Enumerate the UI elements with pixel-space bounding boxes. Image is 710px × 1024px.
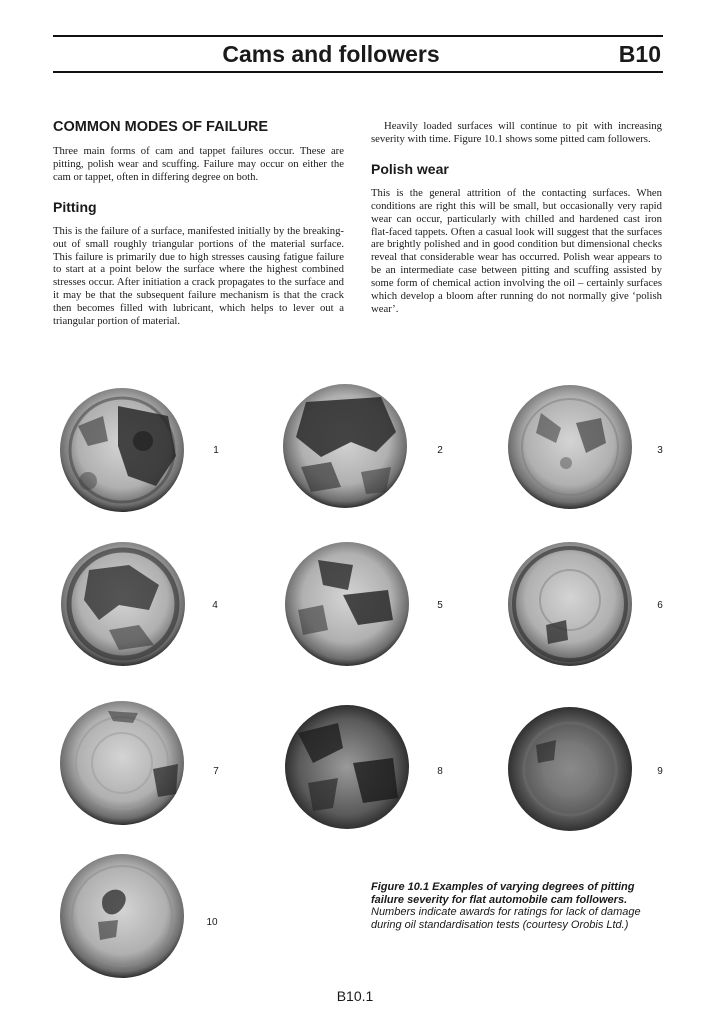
follower-photo-10: [58, 852, 186, 980]
figure-caption-text: Numbers indicate awards for ratings for lack of damage during oil standardisation tests (courtesy Orobis Ltd.): [371, 906, 641, 931]
right-column: [371, 120, 662, 328]
pitting-paragraph: This is the failure of a surface, manifested initially by the breaking-out of small roughly triangular portions of the material surface. This failure is primarily due to high stresses causing fatigue failure to start at a point below the surface where the highest combined stresses occur. After initiation a crack propagates to the surface and it may be that the subsequent failure mechanism is that the crack then becomes filled with lubricant, which helps to lever out a triangular portion of material.: [53, 224, 344, 328]
follower-photo-4: [59, 540, 187, 668]
follower-photo-2: [281, 382, 409, 510]
figure-label-10: 10: [206, 917, 218, 928]
figure-caption-title: Figure 10.1 Examples of varying degrees of pitting failure severity for flat automobile cam followers.: [371, 881, 635, 906]
follower-photo-7: [58, 699, 186, 827]
page-number: B10.1: [336, 988, 374, 1004]
follower-photo-5: [283, 540, 411, 668]
figure-label-5: 5: [437, 600, 443, 611]
figure-label-2: 2: [437, 445, 443, 456]
section-code: B10: [618, 41, 661, 67]
figure-label-9: 9: [657, 766, 663, 777]
pitting-paragraph-continued: Heavily loaded surfaces will continue to pit with increasing severity with time. Figure 10.1 shows some pitted cam followers.: [371, 120, 662, 145]
figure-label-7: 7: [213, 766, 219, 777]
figure-label-4: 4: [212, 600, 218, 611]
left-column: [53, 118, 344, 340]
follower-photo-9: [506, 705, 634, 833]
running-header: [53, 41, 663, 69]
intro-paragraph: Three main forms of cam and tappet failures occur. These are pitting, polish wear and scuffing. Failure may occur on either the cam or tappet, often in differing degree on both.: [53, 145, 344, 183]
figure-caption: [371, 881, 663, 931]
heading-pitting: Pitting: [53, 198, 97, 215]
page-title: Cams and followers: [222, 41, 440, 67]
figure-label-1: 1: [213, 445, 219, 456]
follower-photo-1: [58, 386, 186, 514]
figure-label-8: 8: [437, 766, 443, 777]
follower-photo-8: [283, 703, 411, 831]
figure-label-3: 3: [657, 445, 663, 456]
polish-wear-paragraph: This is the general attrition of the contacting surfaces. When conditions are right this will be small, but occasionally very rapid wear can occur, particularly with chilled and hardened cast iron flat-faced tappets. Often a casual look will suggest that the surfaces are brightly polished and in good condition but dimensional checks reveal that considerable wear has occurred. Polish wear appears to be an intermediate case between pitting and scuffing assisted by some form of chemical action involving the oil – certainly surfaces which develop a bloom after running do not normally give ‘polish wear’.: [371, 186, 662, 315]
follower-photo-3: [506, 383, 634, 511]
figure-label-6: 6: [657, 600, 663, 611]
heading-common-modes: COMMON MODES OF FAILURE: [53, 119, 269, 135]
header-bottom-rule: [53, 71, 663, 73]
header-top-rule: [53, 35, 663, 37]
heading-polish-wear: Polish wear: [371, 160, 449, 177]
follower-photo-6: [506, 540, 634, 668]
